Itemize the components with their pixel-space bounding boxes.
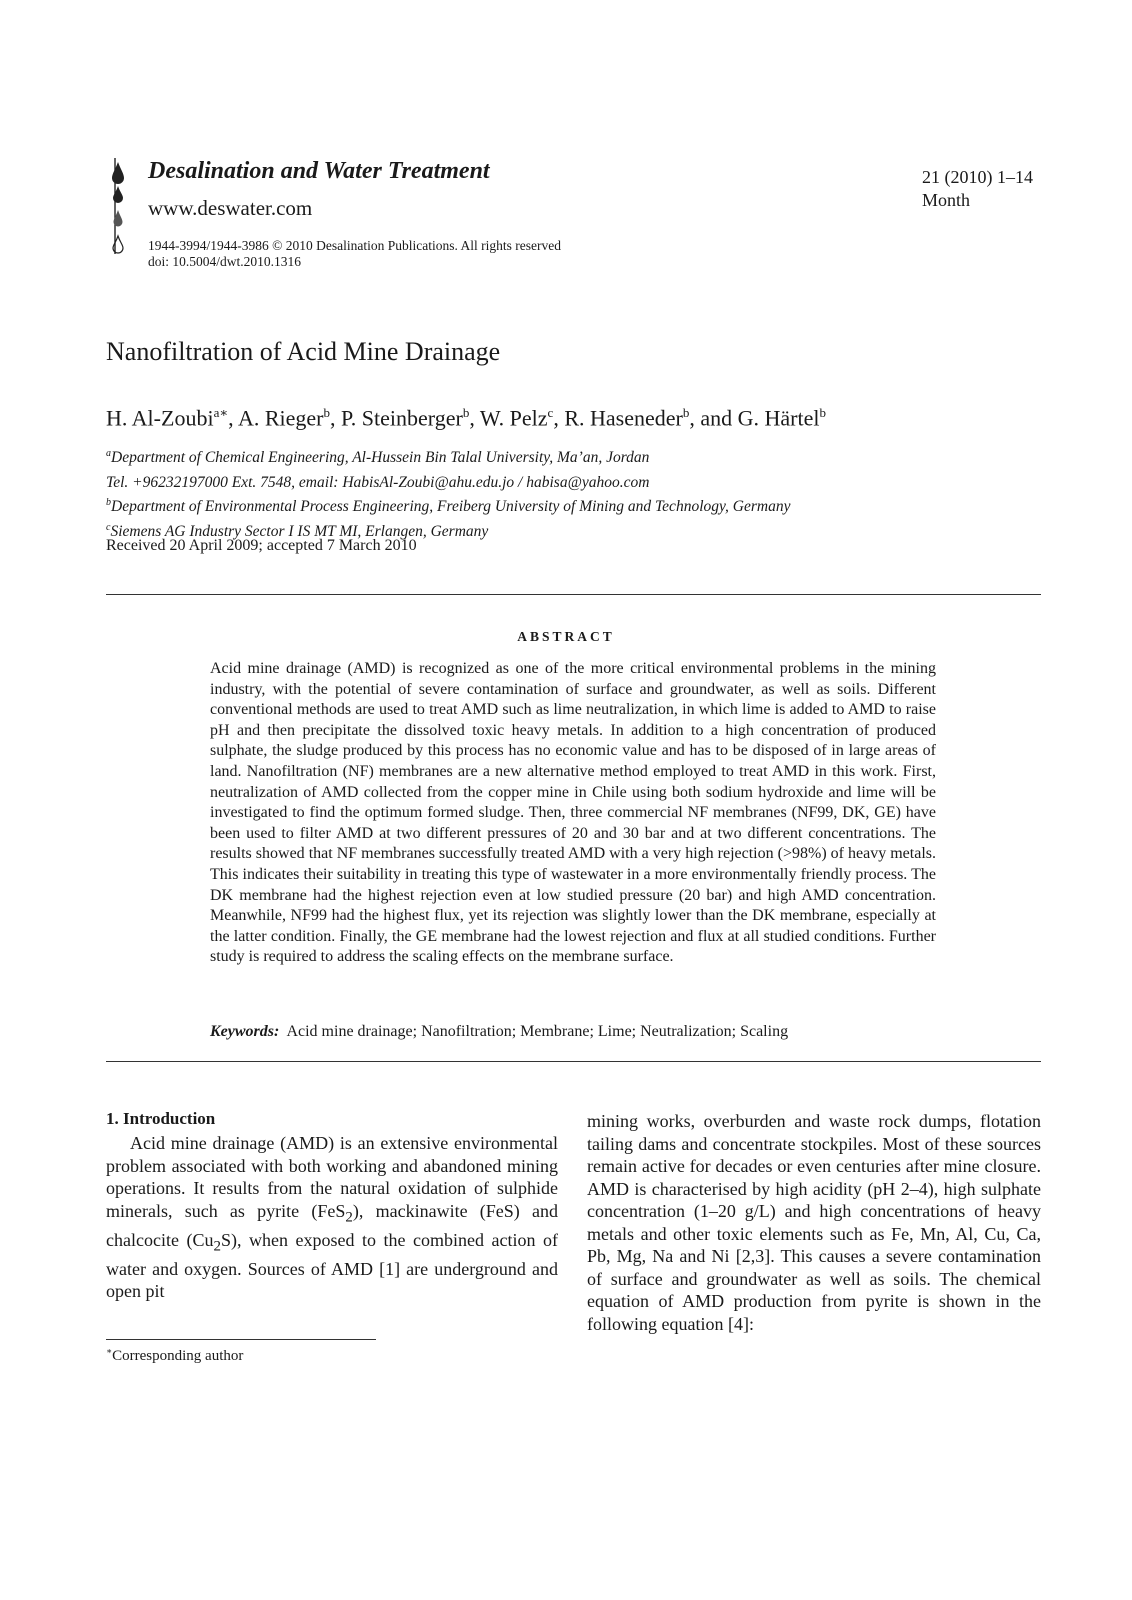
author-affil-mark: b	[323, 405, 330, 420]
affiliation-mark: a	[106, 448, 111, 459]
footnote-mark: ∗	[106, 1346, 113, 1356]
affiliation-line	[106, 444, 790, 469]
keywords-list: Acid mine drainage; Nanofiltration; Membrane; Lime; Neutralization; Scaling	[286, 1023, 789, 1040]
subscript: 2	[213, 1238, 221, 1255]
affiliation-line	[106, 469, 790, 494]
divider-top	[106, 594, 1041, 595]
received-dates: Received 20 April 2009; accepted 7 March 2010	[106, 537, 417, 554]
footnote-text: Corresponding author	[112, 1348, 244, 1364]
issn-line: 1944-3994/1944-3986 © 2010 Desalination Publications. All rights reserved	[148, 238, 561, 253]
keywords-label: Keywords:	[210, 1023, 280, 1040]
author-separator: ,	[330, 405, 341, 431]
text-run: S), when exposed to the combined action of water and oxygen. Sources of AMD [1] are underground and open pit	[106, 1229, 558, 1302]
author: P. Steinberger	[341, 405, 463, 431]
article-title: Nanofiltration of Acid Mine Drainage	[106, 337, 501, 366]
abstract-text: Acid mine drainage (AMD) is recognized as one of the more critical environmental problems in the mining industry, with the potential of severe contamination of surface and groundwater, as well as soils. Different conventional methods are used to treat AMD such as lime neutralization, in which lime is added to AMD to raise pH and then precipitate the dissolved toxic heavy metals. In addition to a high concentration of produced sulphate, the sludge produced by this process has no economic value and has to be disposed of in large areas of land. Nanofiltration (NF) membranes are a new alternative method employed to treat AMD in this work. First, neutralization of AMD collected from the copper mine in Chile using both sodium hydroxide and lime will be investigated to find the optimum formed sludge. Then, three commercial NF membranes (NF99, DK, GE) have been used to filter AMD at two different pressures of 20 and 30 bar and at two different concentrations. The results showed that NF membranes successfully treated AMD with a very high rejection (>98%) of heavy metals. This indicates their suitability in treating this type of wastewater in a more environmentally friendly process. The DK membrane had the highest rejection even at low studied pressure (20 bar) and high AMD concentration. Meanwhile, NF99 had the highest flux, yet its rejection was slightly lower than the DK membrane, especially at the latter condition. Finally, the GE membrane had the lowest rejection and flux at all studied conditions. Further study is required to address the scaling effects on the membrane surface.	[210, 660, 936, 966]
affiliation-text: Department of Chemical Engineering, Al-Hussein Bin Talal University, Ma’an, Jordan	[111, 449, 650, 467]
affiliation-text: Siemens AG Industry Sector I IS MT MI, Erlangen, Germany	[110, 523, 489, 541]
abstract-heading: ABSTRACT	[517, 629, 615, 644]
section-heading: 1. Introduction	[106, 1109, 216, 1128]
affiliation-mark: c	[106, 521, 111, 533]
volume-info	[922, 166, 1033, 212]
author: H. Al-Zoubi	[106, 405, 214, 431]
affiliation-line	[106, 493, 790, 518]
text-run: Acid mine drainage (AMD) is an extensive environmental problem associated with both working and abandoned mining operations. It results from the natural oxidation of sulphide minerals, such as pyrite (FeS	[106, 1133, 558, 1221]
author: G. Härtel	[737, 405, 820, 431]
author-affil-mark: b	[682, 405, 690, 420]
body-column-right: mining works, overburden and waste rock dumps, flotation tailing dams and concentrate stockpiles. Most of these sources remain active for decades or even centuries after mine closure. AMD is characterised by high acidity (pH 2–4), high sulphate concentration (1–20 g/L) and high concentrations of heavy metals and other toxic elements such as Fe, Mn, Al, Cu, Ca, Pb, Mg, Na and Ni [2,3]. This causes a severe contamination of surface and groundwater as well as soils. The chemical equation of AMD production from pyrite is shown in the following equation [4]:	[587, 1111, 1041, 1334]
divider-bottom	[106, 1061, 1041, 1062]
author-separator: , and	[689, 405, 738, 431]
author-separator: ,	[553, 405, 565, 431]
subscript: 2	[345, 1209, 353, 1226]
contact-text: Tel. +96232197000 Ext. 7548, email: HabisAl-Zoubi@ahu.edu.jo / habisa@yahoo.com	[106, 473, 650, 491]
issn-doi-block	[148, 238, 561, 270]
affiliation-mark: b	[106, 497, 111, 509]
body-column-left	[106, 1132, 558, 1303]
issue-month: Month	[922, 190, 971, 210]
intro-paragraph	[106, 1132, 558, 1303]
author-affil-mark: a∗	[213, 405, 229, 420]
journal-url[interactable]: www.deswater.com	[148, 196, 313, 220]
author-separator: ,	[469, 405, 480, 431]
volume-pages: 21 (2010) 1–14	[922, 167, 1033, 187]
keywords-line	[210, 1023, 788, 1041]
author-separator: ,	[228, 405, 238, 431]
journal-logo-icon	[108, 158, 134, 258]
journal-title: Desalination and Water Treatment	[148, 158, 490, 184]
doi-line[interactable]: doi: 10.5004/dwt.2010.1316	[148, 254, 302, 269]
author: A. Rieger	[237, 405, 324, 431]
footnote	[106, 1346, 243, 1365]
author-affil-mark: b	[819, 405, 826, 420]
author-affil-mark: b	[462, 405, 470, 420]
author-list	[106, 405, 826, 431]
author: W. Pelz	[479, 405, 548, 431]
author: R. Haseneder	[564, 405, 683, 431]
author-affil-mark: c	[547, 405, 554, 420]
footnote-divider	[106, 1339, 376, 1340]
text-run: ), mackinawite (FeS) and chalcocite (Cu	[106, 1200, 558, 1250]
affiliations	[106, 444, 790, 543]
affiliation-text: Department of Environmental Process Engineering, Freiberg University of Mining and Technology, Germany	[111, 498, 791, 516]
